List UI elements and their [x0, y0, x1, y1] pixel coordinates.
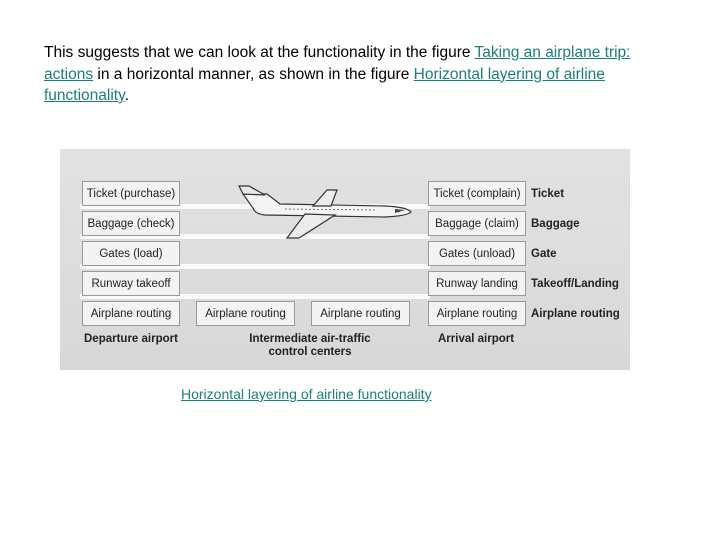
paragraph-text-2: in a horizontal manner, as shown in the figure: [93, 65, 414, 83]
layer-label-ticket: Ticket: [531, 188, 565, 200]
box-baggage-check: Baggage (check): [82, 211, 180, 236]
figure-link-airplane-trip[interactable]: Taking an airplane trip: actions: [44, 44, 631, 83]
figure-caption-link[interactable]: Horizontal layering of airline functionality: [181, 386, 432, 402]
layer-label-gate: Gate: [531, 248, 557, 260]
box-airplane-routing-intermediate-1: Airplane routing: [196, 301, 295, 326]
box-ticket-complain: Ticket (complain): [428, 181, 526, 206]
layer-label-airplane-routing: Airplane routing: [531, 308, 620, 320]
box-airplane-routing-intermediate-2: Airplane routing: [311, 301, 410, 326]
paragraph-text-1: This suggests that we can look at the functionality in the figure: [44, 44, 475, 61]
layer-label-baggage: Baggage: [531, 218, 580, 230]
box-gates-load: Gates (load): [82, 241, 180, 266]
label-arrival-airport: Arrival airport: [438, 333, 515, 345]
box-gates-unload: Gates (unload): [428, 241, 526, 266]
label-intermediate-centers: [230, 333, 390, 359]
box-ticket-purchase: Ticket (purchase): [82, 181, 180, 206]
airline-layering-figure: [60, 149, 630, 370]
box-airplane-routing-departure: Airplane routing: [82, 301, 180, 326]
box-baggage-claim: Baggage (claim): [428, 211, 526, 236]
airplane-icon: [235, 182, 415, 240]
box-airplane-routing-arrival: Airplane routing: [428, 301, 526, 326]
label-intermediate-line2: control centers: [268, 346, 352, 358]
layer-label-takeoff-landing: Takeoff/Landing: [531, 278, 619, 290]
box-runway-landing: Runway landing: [428, 271, 526, 296]
paragraph-text-3: .: [124, 87, 130, 104]
label-intermediate-line1: Intermediate air-traffic: [249, 333, 371, 345]
box-runway-takeoff: Runway takeoff: [82, 271, 180, 296]
label-departure-airport: Departure airport: [84, 333, 178, 345]
intro-paragraph: [44, 42, 644, 107]
figure-link-horizontal-layering[interactable]: Horizontal layering of airline functionality: [44, 65, 605, 104]
